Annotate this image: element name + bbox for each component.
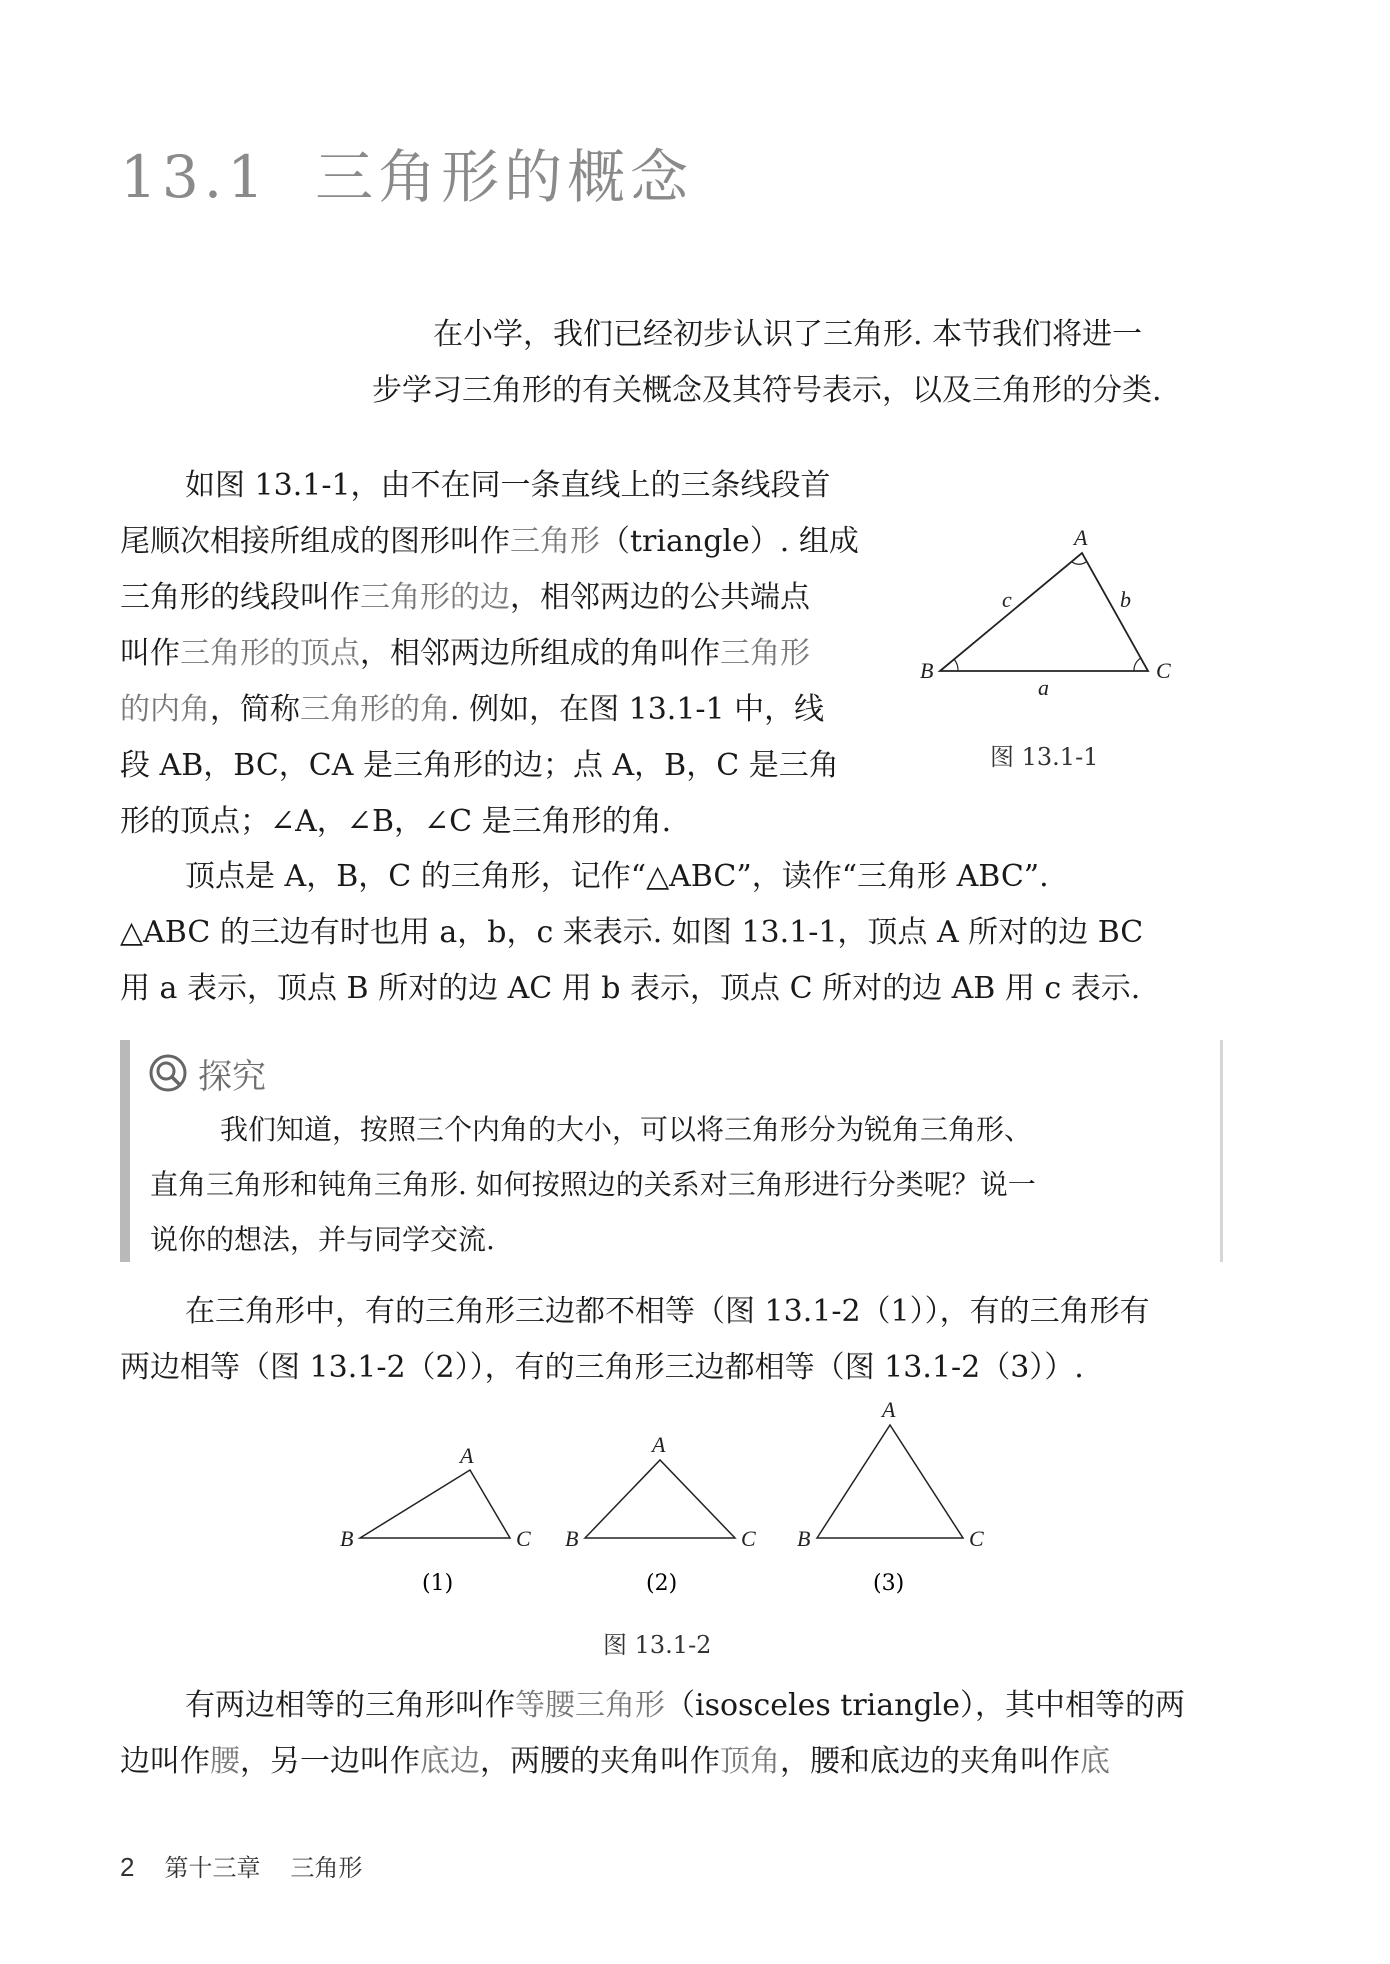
term-triangle-vertex: 三角形的顶点 [180,636,360,671]
page-footer [120,1848,362,1883]
explore-heading-text: 探究 [198,1056,266,1097]
figure-13-1-2 [330,1400,1030,1610]
section-title-text: 三角形的概念 [315,143,694,211]
term-leg: 腰 [210,1744,240,1779]
p4-line-1: 有两边相等的三角形叫作等腰三角形（isosceles triangle），其中相等的两 [185,1688,1186,1723]
sub-caption-1: (1) [422,1571,454,1596]
t3-label-c: C [969,1526,984,1551]
p2-line-3: 用 a 表示，顶点 B 所对的边 AC 用 b 表示，顶点 C 所对的边 AB 用 c 表示. [120,971,1141,1006]
p2-line-2: △ABC 的三边有时也用 a，b，c 来表示. 如图 13.1-1，顶点 A 所对的边 BC [120,915,1144,950]
p2-line-1: 顶点是 A，B，C 的三角形，记作“△ABC”，读作“三角形 ABC”. [185,859,1049,894]
p1-line-7: 形的顶点；∠A，∠B，∠C 是三角形的角. [120,804,672,839]
explore-line-3: 说你的想法，并与同学交流. [150,1223,495,1256]
section-number: 13.1 [120,143,270,211]
triangle-scalene [360,1470,510,1538]
t1-label-c: C [516,1526,531,1551]
p3-line-1: 在三角形中，有的三角形三边都不相等（图 13.1-2（1）），有的三角形有 [185,1294,1150,1329]
page-number: 2 [120,1852,135,1882]
sub-caption-3: (3) [873,1571,905,1596]
vertex-label-b: B [920,658,934,683]
triangle-equilateral [817,1425,963,1538]
term-triangle-side: 三角形的边 [360,580,510,615]
p1-line-1: 如图 13.1-1，由不在同一条直线上的三条线段首 [185,468,831,503]
chapter-title: 三角形 [290,1854,363,1882]
p1-line-6: 段 AB，BC，CA 是三角形的边；点 A，B，C 是三角 [120,748,839,783]
angle-c-arc [1134,658,1141,671]
t3-label-a: A [882,1400,896,1422]
vertex-label-c: C [1156,658,1171,683]
side-label-a: a [1038,675,1049,695]
triangle-abc [940,553,1148,671]
t3-label-b: B [797,1526,811,1551]
magnifier-icon [148,1053,188,1093]
p1-line-4: 叫作三角形的顶点，相邻两边所组成的角叫作三角形 [120,636,810,671]
term-isosceles: 等腰三角形 [515,1688,665,1723]
sub-caption-2: (2) [646,1571,678,1596]
angle-a-arc [1072,562,1086,564]
figure-1-caption: 图 13.1-1 [990,743,1099,771]
figure-13-1-1 [910,515,1200,695]
figure-2-caption: 图 13.1-2 [603,1631,712,1659]
vertex-label-a: A [1074,525,1088,550]
p1-line-5: 的内角，简称三角形的角. 例如，在图 13.1-1 中，线 [120,692,825,727]
side-label-b: b [1120,587,1131,612]
angle-b-arc [954,659,958,671]
chapter-label: 第十三章 [164,1854,261,1882]
triangle-isosceles [585,1460,735,1538]
intro-line-2: 步学习三角形的有关概念及其符号表示，以及三角形的分类. [372,373,1162,408]
explore-line-1: 我们知道，按照三个内角的大小，可以将三角形分为锐角三角形、 [220,1113,1033,1146]
term-interior-angle: 的内角 [120,692,210,727]
t1-label-a: A [460,1443,474,1468]
side-label-c: c [1002,587,1012,612]
p4-line-2: 边叫作腰，另一边叫作底边，两腰的夹角叫作顶角，腰和底边的夹角叫作底 [120,1744,1110,1779]
section-title [120,130,693,214]
explore-line-2: 直角三角形和钝角三角形. 如何按照边的关系对三角形进行分类呢？说一 [150,1168,1036,1201]
p3-line-2: 两边相等（图 13.1-2（2）），有的三角形三边都相等（图 13.1-2（3））. [120,1350,1084,1385]
t2-label-a: A [652,1432,666,1457]
term-triangle: 三角形 [510,524,600,559]
term-base: 底边 [420,1744,480,1779]
p1-line-2: 尾顺次相接所组成的图形叫作三角形（triangle）. 组成 [120,524,859,559]
t2-label-c: C [741,1526,756,1551]
p1-line-3: 三角形的线段叫作三角形的边，相邻两边的公共端点 [120,580,810,615]
term-vertex-angle: 顶角 [720,1744,780,1779]
t2-label-b: B [565,1526,579,1551]
explore-heading [148,1050,266,1096]
intro-line-1: 在小学，我们已经初步认识了三角形. 本节我们将进一 [433,317,1143,352]
t1-label-b: B [340,1526,354,1551]
